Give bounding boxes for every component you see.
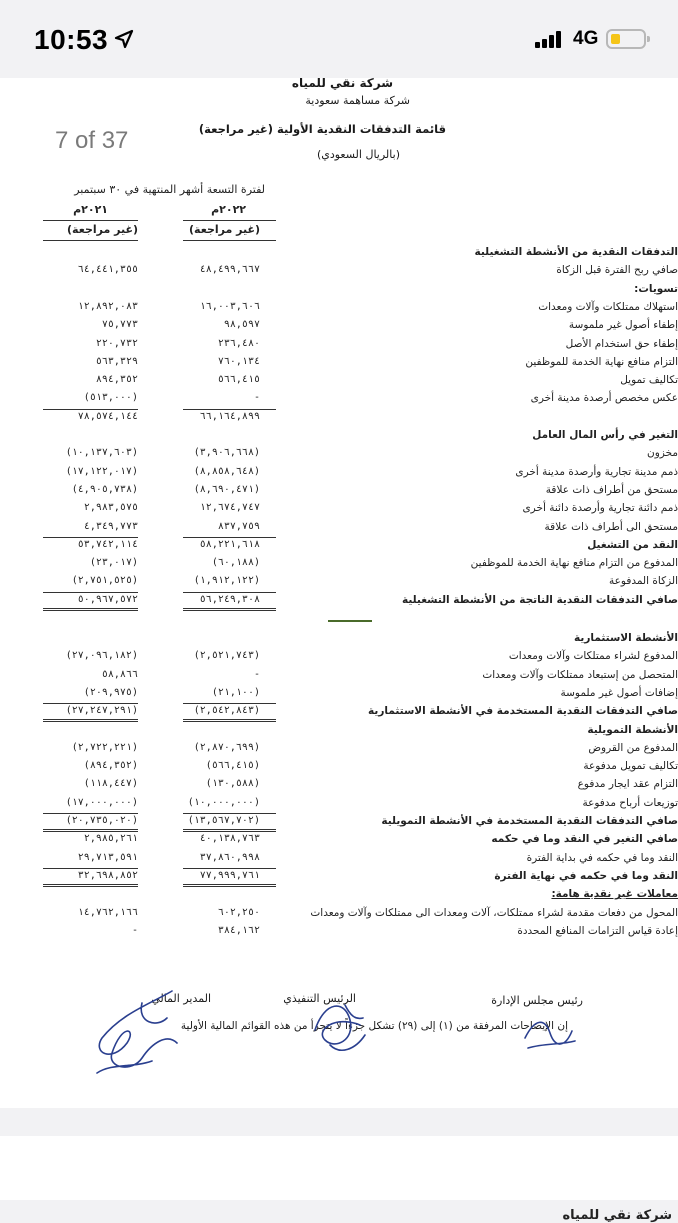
total-double-rule <box>43 719 138 722</box>
subtotal-rule <box>43 813 138 814</box>
column-unaudited-2021: (غير مراجعة) <box>67 223 138 236</box>
value-2022: ٧٦٠,١٣٤ <box>217 355 260 367</box>
line-item-label: التدفقات النقدية من الأنشطة التشغيلية <box>474 246 678 258</box>
line-item-label: المحول من دفعات مقدمة لشراء ممتلكات، آلات ومعدات الى ممتلكات وآلات ومعدات <box>310 906 678 919</box>
value-2022: (٨,٨٥٨,٦٤٨) <box>193 465 260 477</box>
column-header-underline-2021 <box>43 240 138 241</box>
cellular-signal-icon <box>535 28 567 48</box>
line-item-label: المدفوع من التزام منافع نهاية الخدمة للموظفين <box>470 557 678 570</box>
line-item-label: إطفاء أصول غير ملموسة <box>568 319 678 332</box>
total-double-rule <box>43 608 138 611</box>
value-2021: (٤,٩٠٥,٧٣٨) <box>71 483 138 495</box>
value-2022: ٧٧,٩٩٩,٧٦١ <box>199 869 260 881</box>
value-2022: ٢٣٦,٤٨٠ <box>217 337 260 349</box>
value-2021: ٥٨,٨٦٦ <box>101 668 138 680</box>
line-item-label: صافي التغير في النقد وما في حكمه <box>491 833 678 846</box>
value-2021: ٢,٩٨٣,٥٧٥ <box>83 502 138 514</box>
line-item-label: التزام منافع نهاية الخدمة للموظفين <box>525 355 678 368</box>
value-2022: ١٦,٠٠٣,٦٠٦ <box>199 300 260 312</box>
ceo-signature <box>305 990 375 1060</box>
network-type: 4G <box>573 28 599 49</box>
column-year-2022: ٢٠٢٢م <box>211 203 246 216</box>
value-2021: (٨٩٤,٣٥٢) <box>83 760 138 772</box>
line-item-label: النقد وما في حكمه في نهاية الفترة <box>494 869 678 882</box>
line-item-label: المتحصل من إستبعاد ممتلكات وآلات ومعدات <box>482 668 678 681</box>
line-item-label: تكاليف تمويل مدفوعة <box>583 760 678 773</box>
subtotal-rule <box>183 592 276 593</box>
cfo-label: المدير المالي <box>151 992 211 1005</box>
value-2022: (١٣٠,٥٨٨) <box>205 778 260 790</box>
value-2021: ٥٠,٩٦٧,٥٧٢ <box>77 593 138 605</box>
line-item-label: المدفوع لشراء ممتلكات وآلات ومعدات <box>508 650 678 663</box>
value-2021: (٢٧,٢٤٧,٢٩١) <box>65 705 138 717</box>
ceo-label: الرئيس التنفيذي <box>283 992 356 1005</box>
value-2022: ٦٠٢,٢٥٠ <box>217 906 260 918</box>
line-item-label: ذمم دائنة تجارية وأرصدة دائنة أخرى <box>522 502 678 515</box>
value-2021: ٢,٩٨٥,٢٦١ <box>83 833 138 845</box>
subtotal-rule <box>183 537 276 538</box>
value-2021: ٥٦٣,٣٢٩ <box>95 355 138 367</box>
column-year-2021: ٢٠٢١م <box>73 203 108 216</box>
subtotal-rule <box>43 537 138 538</box>
battery-icon <box>606 29 646 49</box>
column-period-header: لفترة التسعة أشهر المنتهية في ٣٠ سبتمبر <box>74 183 265 196</box>
clock: 10:53 <box>34 24 109 55</box>
total-double-rule <box>183 608 276 611</box>
value-2022: - <box>253 668 260 680</box>
line-item-label: توزيعات أرباح مدفوعة <box>582 796 678 809</box>
line-item-label: تكاليف تمويل <box>620 374 678 387</box>
value-2021: ٧٥,٧٧٣ <box>101 319 138 331</box>
line-item-label: صافي التدفقات النقدية الناتجة من الأنشطة التشغيلية <box>401 593 678 606</box>
line-item-label: ذمم مدينة تجارية وأرصدة مدينة أخرى <box>515 465 678 478</box>
board-chair-label: رئيس مجلس الإدارة <box>491 994 583 1007</box>
line-item-label: النقد وما في حكمه في بداية الفترة <box>526 851 678 864</box>
value-2022: (٢,٥٢١,٧٤٣) <box>193 650 260 662</box>
value-2022: (٣,٩٠٦,٦٦٨) <box>193 447 260 459</box>
value-2022: ٥٨,٢٢١,٦١٨ <box>199 538 260 550</box>
value-2022: (١٣,٥٦٧,٧٠٢) <box>187 815 260 826</box>
value-2021: (٢,٧٥١,٥٢٥) <box>71 575 138 587</box>
statement-title: قائمة التدفقات النقدية الأولية (غير مراجعة) <box>198 122 446 136</box>
line-item-label: صافي التدفقات النقدية المستخدمة في الأنشطة التمويلية <box>381 815 678 827</box>
value-2022: ٨٣٧,٧٥٩ <box>217 520 260 532</box>
line-item-label: صافي التدفقات النقدية المستخدمة في الأنشطة الاستثمارية <box>368 705 678 718</box>
line-item-label: الزكاة المدفوعة <box>609 575 678 588</box>
value-2021: (١٧,١٢٢,٠١٧) <box>65 465 138 477</box>
value-2021: (٢٠,٧٣٥,٠٢٠) <box>65 815 138 826</box>
subtotal-rule <box>183 813 276 814</box>
line-item-label: التغير في رأس المال العامل <box>532 429 678 441</box>
subtotal-rule <box>183 409 276 410</box>
value-2022: ٣٧,٨٦٠,٩٩٨ <box>199 851 260 863</box>
company-type: شركة مساهمة سعودية <box>305 94 410 107</box>
value-2022: ٥٦٦,٤١٥ <box>217 374 260 386</box>
value-2022: (٢١,١٠٠) <box>211 686 260 698</box>
column-header-rule-2021 <box>43 220 138 221</box>
value-2021: ٧٨,٥٧٤,١٤٤ <box>77 410 138 422</box>
value-2021: (٥١٣,٠٠٠) <box>83 392 138 404</box>
value-2022: (٢,٨٧٠,٦٩٩) <box>193 741 260 753</box>
value-2021: ١٤,٧٦٢,١٦٦ <box>77 906 138 918</box>
line-item-label: إطفاء حق استخدام الأصل <box>565 337 678 350</box>
value-2022: ٤٨,٤٩٩,٦٦٧ <box>199 264 260 276</box>
document-page[interactable] <box>0 78 678 1108</box>
value-2022: (٥٦٦,٤١٥) <box>205 760 260 772</box>
line-item-label: إعادة قياس التزامات المنافع المحددة <box>517 924 678 937</box>
line-item-label: صافي ربح الفترة قبل الزكاة <box>556 264 678 277</box>
line-item-label: الأنشطة الاستثمارية <box>574 632 678 644</box>
value-2021: (٢٣,٠١٧) <box>89 557 138 569</box>
line-item-label: إضافات أصول غير ملموسة <box>560 686 678 699</box>
subtotal-rule <box>43 592 138 593</box>
value-2021: (٢٠٩,٩٧٥) <box>83 686 138 698</box>
line-item-label: المدفوع من القروض <box>588 741 678 754</box>
value-2021: (١١٨,٤٤٧) <box>83 778 138 790</box>
line-item-label: تسويات: <box>634 282 678 295</box>
column-header-underline-2022 <box>183 240 276 241</box>
value-2021: ١٢,٨٩٢,٠٨٣ <box>77 300 138 312</box>
page-indicator: 7 of 37 <box>55 127 129 154</box>
status-bar <box>0 0 678 78</box>
line-item-label: مستحق الى أطراف ذات علاقة <box>544 520 678 533</box>
line-item-label: النقد من التشغيل <box>587 538 678 551</box>
line-item-label: عكس مخصص أرصدة مدينة أخرى <box>530 392 678 405</box>
board-chair-signature <box>520 1013 580 1053</box>
value-2021: (٢٧,٠٩٦,١٨٢) <box>65 650 138 662</box>
total-double-rule <box>183 719 276 722</box>
value-2022: - <box>253 392 260 404</box>
value-2022: ٦٦,١٦٤,٨٩٩ <box>199 410 260 422</box>
value-2022: ٣٨٤,١٦٢ <box>217 924 260 936</box>
column-unaudited-2022: (غير مراجعة) <box>189 223 260 236</box>
value-2022: ٤٠,١٣٨,٧٦٣ <box>199 833 260 845</box>
subtotal-rule <box>43 703 138 704</box>
value-2021: ٢٩,٧١٣,٥٩١ <box>77 851 138 863</box>
total-double-rule <box>183 884 276 887</box>
next-page-company-name: شركة نقي للمياه <box>562 1208 672 1223</box>
total-double-rule <box>183 829 276 832</box>
subtotal-rule <box>183 703 276 704</box>
column-header-rule-2022 <box>183 220 276 221</box>
currency-note: (بالريال السعودي) <box>316 148 400 161</box>
value-2022: (٢,٥٤٢,٨٤٣) <box>193 705 260 717</box>
subtotal-rule <box>183 868 276 869</box>
value-2021: ٢٢٠,٧٣٢ <box>95 337 138 349</box>
value-2022: ٩٨,٥٩٧ <box>223 319 260 331</box>
value-2021: ٦٤,٤٤١,٣٥٥ <box>77 264 138 276</box>
subtotal-rule <box>43 868 138 869</box>
line-item-label: مستحق من أطراف ذات علاقة <box>545 483 678 496</box>
financial-statements-footnote: إن الإيضاحات المرفقة من (١) إلى (٢٩) تشكل جزءاً لا يتجزأ من هذه القوائم المالية الأولية <box>180 1020 568 1032</box>
line-item-label: مخزون <box>647 447 678 460</box>
value-2021: - <box>131 924 138 936</box>
cfo-signature <box>82 983 192 1083</box>
next-document-page[interactable] <box>0 1136 678 1200</box>
value-2022: ٥٦,٢٤٩,٣٠٨ <box>199 593 260 605</box>
value-2022: ١٢,٦٧٤,٧٤٧ <box>199 502 260 514</box>
total-double-rule <box>43 829 138 832</box>
line-item-label: استهلاك ممتلكات وآلات ومعدات <box>538 300 678 313</box>
line-item-label: التزام عقد ايجار مدفوع <box>577 778 678 791</box>
value-2022: (٦٠,١٨٨) <box>211 557 260 569</box>
line-item-label: الأنشطة التمويلية <box>587 723 678 736</box>
value-2022: (١,٩١٢,١٢٢) <box>193 575 260 587</box>
value-2021: ٣٢,٦٩٨,٨٥٢ <box>77 869 138 881</box>
location-arrow-icon <box>114 29 134 49</box>
value-2021: (١٧,٠٠٠,٠٠٠) <box>65 796 138 808</box>
value-2022: (١٠,٠٠٠,٠٠٠) <box>187 796 260 808</box>
value-2021: (١٠,١٣٧,٦٠٣) <box>65 447 138 459</box>
value-2021: ٥٣,٧٤٢,١١٤ <box>77 538 138 550</box>
value-2021: ٤,٣٤٩,٧٧٣ <box>83 520 138 532</box>
total-double-rule <box>43 884 138 887</box>
green-pen-mark <box>328 620 372 622</box>
subtotal-rule <box>43 409 138 410</box>
value-2021: ٨٩٤,٣٥٢ <box>95 374 138 386</box>
company-name: شركة نقي للمياه <box>291 76 393 90</box>
value-2022: (٨,٦٩٠,٤٧١) <box>193 483 260 495</box>
value-2021: (٢,٧٢٢,٢٢١) <box>71 741 138 753</box>
line-item-label: معاملات غير نقدية هامة: <box>551 888 678 901</box>
